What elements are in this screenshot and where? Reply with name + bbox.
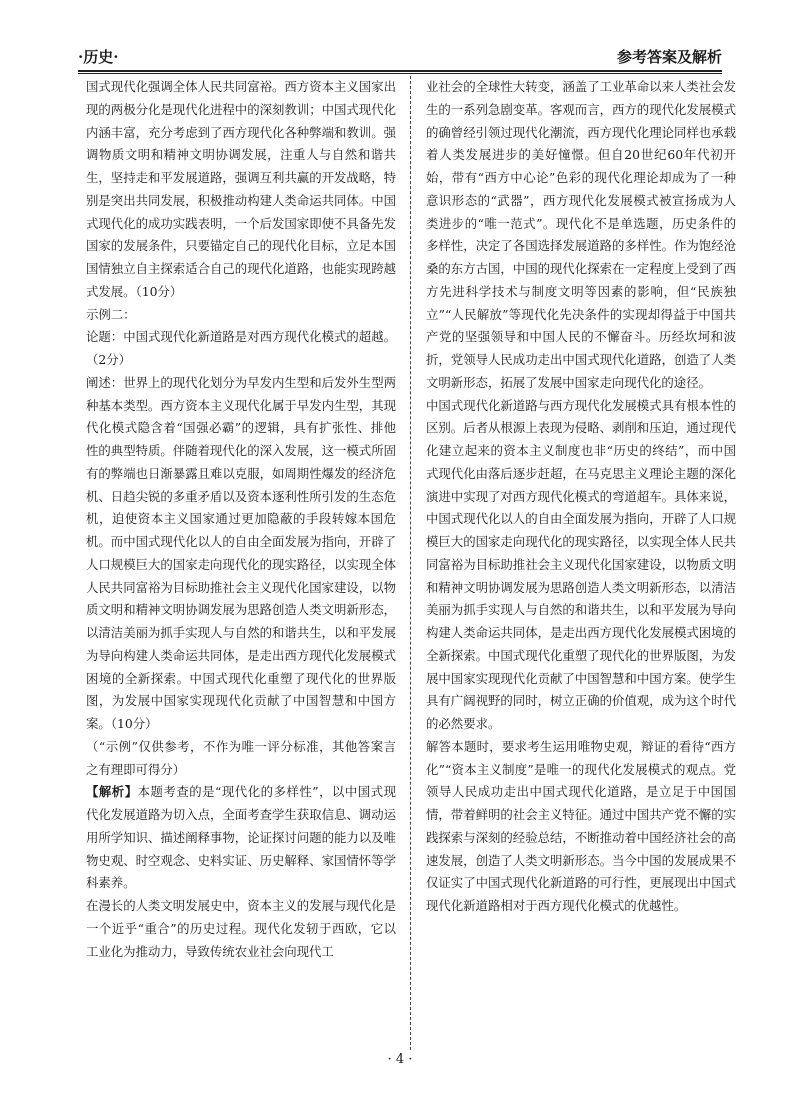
- page-header: [78, 46, 722, 72]
- analysis-paragraph: [86, 781, 396, 895]
- section-title: 参考答案及解析: [616, 48, 722, 66]
- column-divider: [410, 76, 411, 1050]
- header-rule: [78, 70, 722, 72]
- analysis-label: 【解析】: [86, 784, 138, 800]
- elaboration-paragraph: 阐述：世界上的现代化划分为早发内生型和后发外生型两种基本类型。西方资本主义现代化属于早发内生型，其现代化模式隐含着“国强必霸”的逻辑，具有扩张性、排他性的典型特质。伴随着现代化的深入发展，这一模式所固有的弊端也日渐暴露且难以克服，如周期性爆发的经济危机、日趋尖锐的多重矛盾以及资本逐利性所引发的生态危机，迫使资本主义国家通过更加隐蔽的手段转嫁本国危机。而中国式现代化以人的自由全面发展为指向，开辟了人口规模巨大的国家走向现代化的现实路径，以实现全体人民共同富裕为目标助推社会主义现代化国家建设，以物质文明和精神文明协调发展为思路创造人类文明新形态，以清洁美丽为抓手实现人与自然的和谐共生，以和平发展为导向构建人类命运共同体，是走出西方现代化发展模式困境的全新探索。中国式现代化重塑了现代化的世界版图，为发展中国家实现现代化贡献了中国智慧和中国方案。（10分）: [86, 374, 396, 731]
- thesis-paragraph: 论题：中国式现代化新道路是对西方现代化模式的超越。（2分）: [86, 329, 396, 367]
- example2-label: 示例二：: [86, 306, 136, 322]
- left-column: [86, 76, 396, 963]
- paragraph-example1-end: 国式现代化强调全体人民共同富裕。西方资本主义国家出现的两极分化是现代化进程中的深刻教训；中国式现代化内涵丰富，充分考虑到了西方现代化各种弊端和教训。强调物质文明和精神文明协调发展，注重人与自然和谐共生，坚持走和平发展道路，强调互利共赢的开发战略，特别是突出共同发展，积极推动构建人类命运共同体。中国式现代化的成功实践表明，一个后发国家即使不具备先发国家的发展条件，只要锚定自己的现代化目标，立足本国国情独立自主探索适合自己的现代化道路，也能实现跨越式发展。（10分）: [86, 79, 396, 299]
- modernization-paragraph: 业社会的全球性大转变，涵盖了工业革命以来人类社会发生的一系列急剧变革。客观而言，西方的现代化发展模式的确曾经引领过现代化潮流，西方现代化理论同样也承载着人类发展进步的美好憧憬。但自20世纪60年代初开始，带有“西方中心论”色彩的现代化理论却成为了一种意识形态的“武器”，西方现代化发展模式被宣扬成为人类进步的“唯一范式”。现代化不是单选题，历史条件的多样性，决定了各国选择发展道路的多样性。作为饱经沧桑的东方古国，中国的现代化探索在一定程度上受到了西方先进科学技术与制度文明等因素的影响，但“民族独立”“人民解放”等现代化先决条件的实现却得益于中国共产党的坚强领导和中国人民的不懈奋斗。历经坎坷和波折，党领导人民成功走出中国式现代化道路，创造了人类文明新形态，拓展了发展中国家走向现代化的途径。: [426, 79, 736, 390]
- analysis-text: 本题考查的是“现代化的多样性”，以中国式现代化发展道路为切入点，全面考查学生获取信息、调动运用所学知识、描述阐释事物，论证探讨问题的能力以及唯物史观、时空观念、史料实证、历史解释、家国情怀等学科素养。: [86, 784, 397, 891]
- answer-guidance-paragraph: 解答本题时，要求考生运用唯物史观，辩证的看待“西方化”“资本主义制度”是唯一的现代化发展模式的观点。党领导人民成功走出中国式现代化道路，是立足于中国国情，带着鲜明的社会主义特征。通过中国共产党不懈的实践探索与深刻的经验总结，不断推动着中国经济社会的高速发展，创造了人类文明新形态。当今中国的发展成果不仅证实了中国式现代化新道路的可行性，更展现出中国式现代化新道路相对于西方现代化模式的优越性。: [426, 738, 736, 913]
- header-rule-thin: [78, 73, 722, 74]
- page-number: · 4 ·: [387, 1052, 413, 1067]
- right-column: [426, 76, 736, 918]
- scoring-note: （“示例”仅供参考，不作为唯一评分标准，其他答案言之有理即可得分）: [86, 738, 396, 777]
- subject-label: ·历史·: [78, 48, 119, 66]
- history-paragraph: 在漫长的人类文明发展史中，资本主义的发展与现代化是一个近乎“重合”的历史过程。现代化发轫于西欧，它以工业化为推动力，导致传统农业社会向现代工: [86, 898, 396, 959]
- difference-paragraph: 中国式现代化新道路与西方现代化发展模式具有根本性的区别。后者从根源上表现为侵略、剥削和压迫，通过现代化建立起来的资本主义制度也非“历史的终结”，而中国式现代化由落后逐步赶超，在马克思主义理论主题的深化演进中实现了对西方现代化模式的弯道超车。具体来说，中国式现代化以人的自由全面发展为指向，开辟了人口规模巨大的国家走向现代化的现实路径，以实现全体人民共同富裕为目标助推社会主义现代化国家建设，以物质文明和精神文明协调发展为思路创造人类文明新形态，以清洁美丽为抓手实现人与自然的和谐共生，以和平发展为导向构建人类命运共同体，是走出西方现代化发展模式困境的全新探索。中国式现代化重塑了现代化的世界版图，为发展中国家实现现代化贡献了中国智慧和中国方案。使学生具有广阔视野的同时，树立正确的价值观，成为这个时代的必然要求。: [426, 397, 736, 731]
